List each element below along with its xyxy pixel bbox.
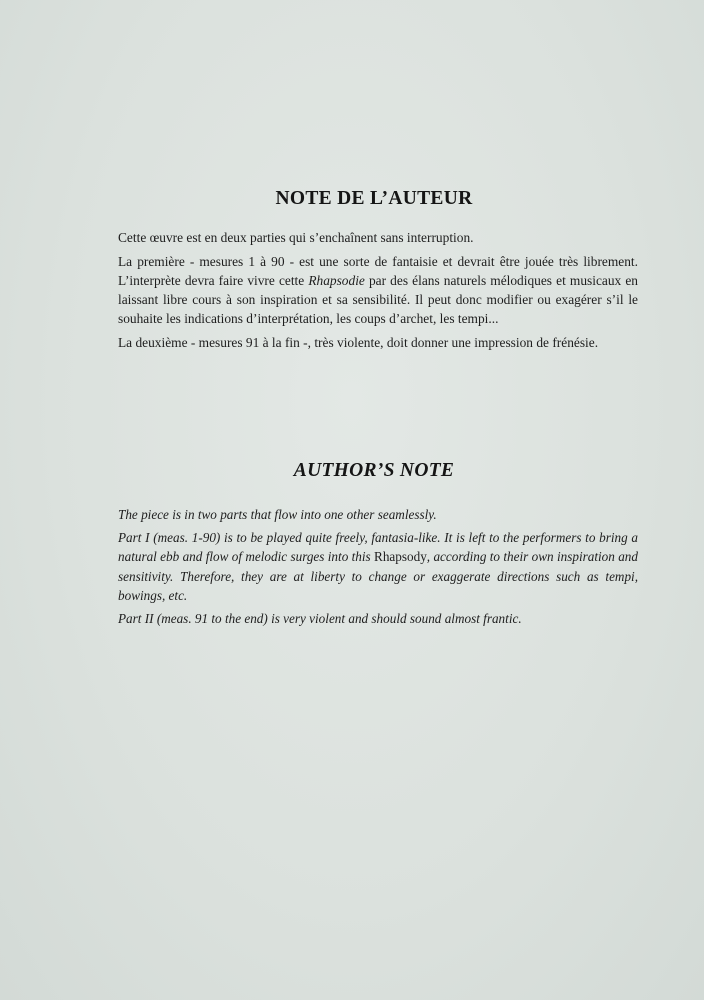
french-paragraph-3: La deuxième - mesures 91 à la fin -, très violente, doit donner une impression de frénésie. [118,335,599,350]
english-rhapsody-title: Rhapsody [374,549,427,565]
english-paragraph-2-end: , according to their own inspiration and sensitivity. Therefore, they are at liberty to change or exaggerate directions such as tempi, bowings, etc. [118,549,638,603]
english-paragraph-2 [118,528,638,605]
french-note-section [118,188,638,357]
french-note-title: NOTE DE L’AUTEUR [275,188,473,209]
english-paragraph-1: The piece is in two parts that flow into one other seamlessly. [118,507,437,522]
english-paragraph-3: Part II (meas. 91 to the end) is very violent and should sound almost frantic. [118,611,522,627]
english-note-title: AUTHOR’S NOTE [293,460,455,481]
french-paragraph-2-end: par des élans naturels mélodiques et musicaux en laissant libre cours à son inspiration et sa sensibilité. Il peut donc modifier ou exagérer s’il le souhaite les indications d’interprétation, les coups d’archet, les tempi... [118,273,638,326]
french-rhapsodie-title: Rhapsodie [308,273,365,288]
french-paragraph-2 [118,252,638,328]
french-paragraph-2-start: La première - mesures 1 à 90 - est une sorte de fantaisie et devrait être jouée très librement. L’interprète devra faire vivre cette [118,254,638,288]
french-paragraph-1: Cette œuvre est en deux parties qui s’enchaînent sans interruption. [118,230,474,245]
english-note-section [118,460,638,632]
english-paragraph-2-start: Part I (meas. 1-90) is to be played quite freely, fantasia-like. It is left to the performers to bring a natural ebb and flow of melodic surges into this [118,530,638,565]
